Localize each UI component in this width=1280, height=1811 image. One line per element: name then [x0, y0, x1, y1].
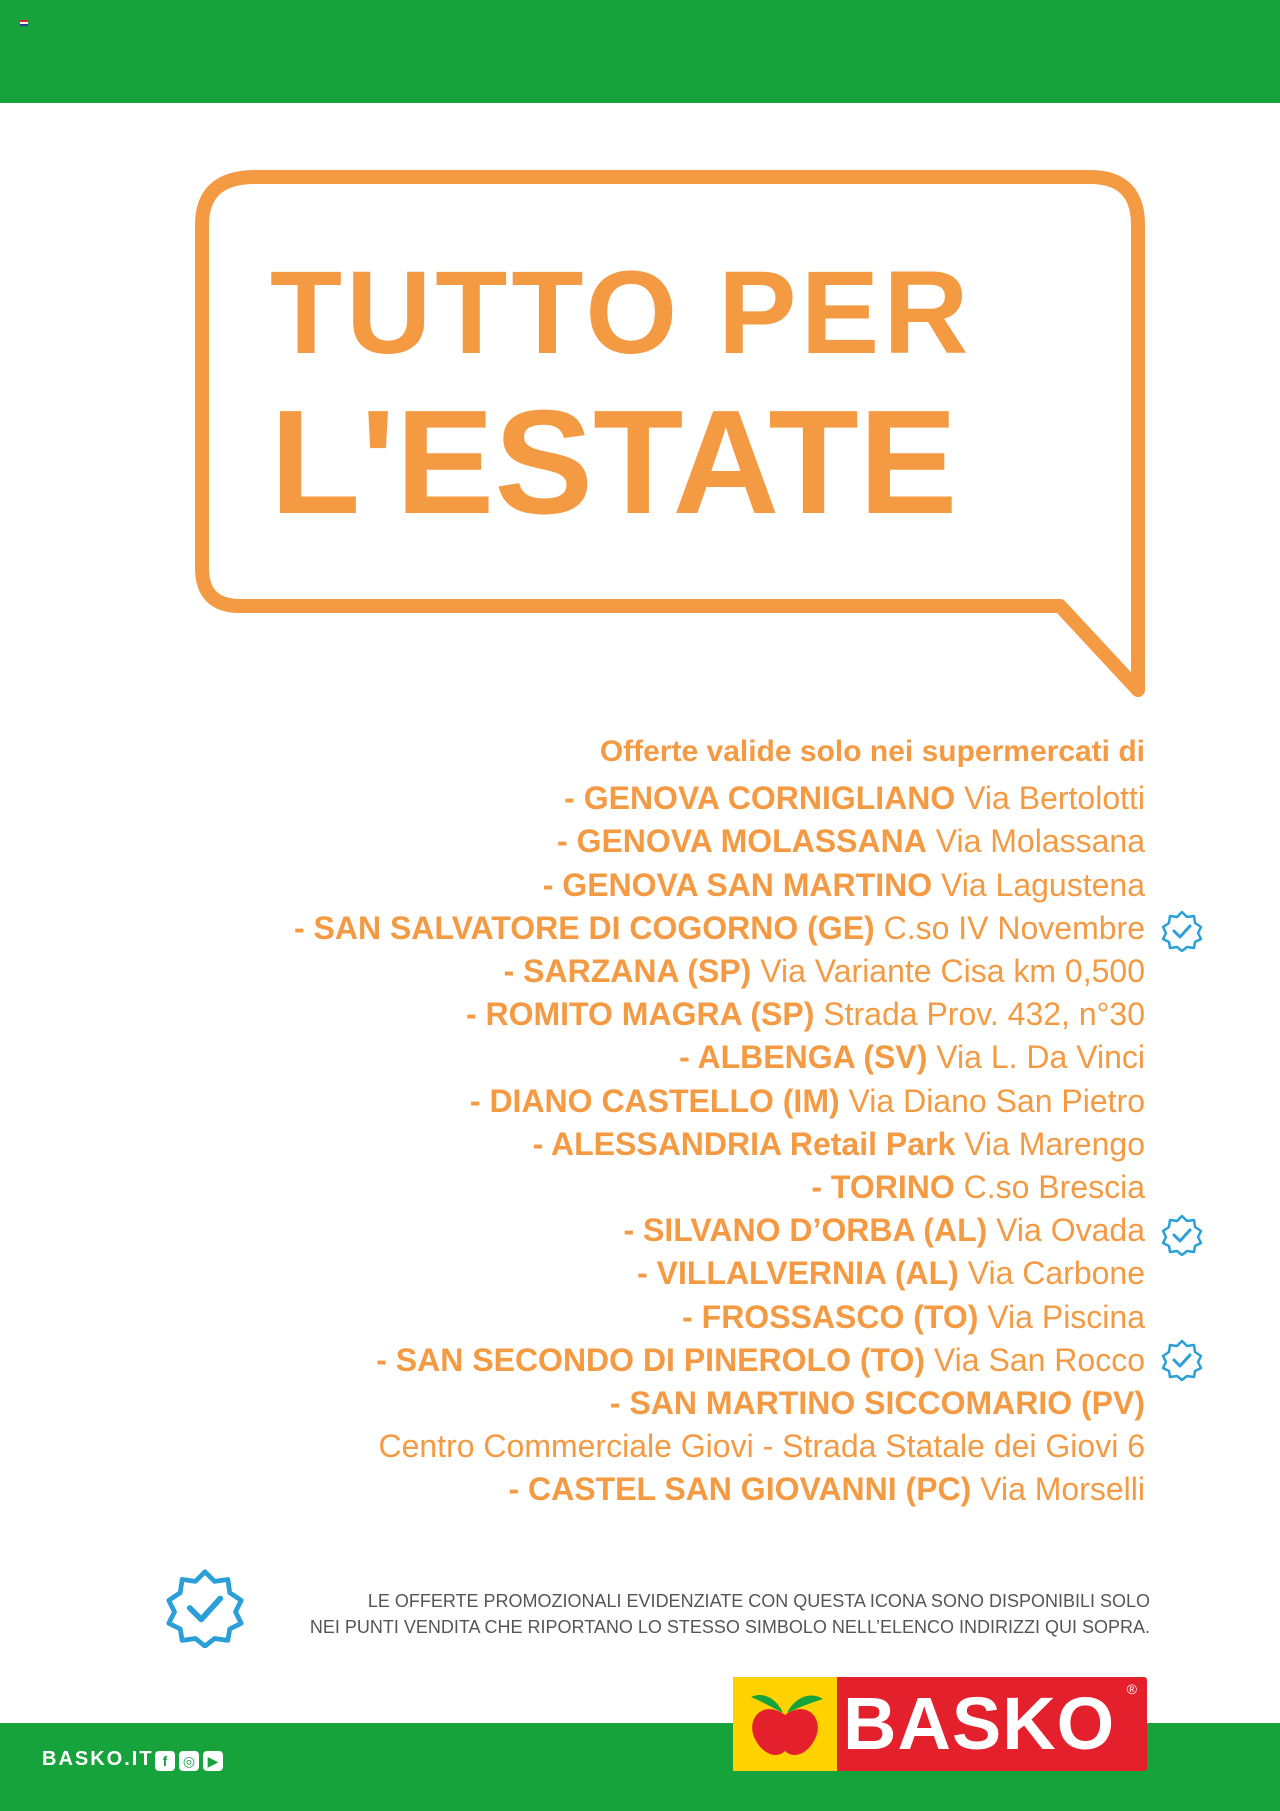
- headline-line-1: TUTTO PER: [270, 247, 973, 379]
- store-line: [145, 1296, 1145, 1339]
- store-line: [145, 1425, 1145, 1468]
- store-address: Via Marengo: [964, 1125, 1145, 1162]
- store-name: - SAN MARTINO SICCOMARIO (PV): [609, 1385, 1145, 1422]
- store-line: [145, 864, 1145, 907]
- verified-badge-icon: [1161, 1339, 1203, 1381]
- store-address: C.so Brescia: [963, 1169, 1145, 1206]
- store-line: [145, 1036, 1145, 1079]
- store-address: Via Diano San Pietro: [848, 1082, 1145, 1119]
- store-name: - TORINO: [811, 1169, 955, 1206]
- store-address: Via Lagustena: [940, 866, 1145, 903]
- store-name: - SILVANO D’ORBA (AL): [623, 1212, 988, 1249]
- store-list: [145, 730, 1145, 1512]
- store-address: Via Carbone: [967, 1255, 1145, 1292]
- store-name: - GENOVA MOLASSANA: [557, 823, 927, 860]
- verified-badge-icon: [1161, 910, 1203, 952]
- store-line: [145, 1123, 1145, 1166]
- store-line: [145, 1209, 1145, 1252]
- store-address: Strada Prov. 432, n°30: [823, 996, 1145, 1033]
- store-address: C.so IV Novembre: [883, 909, 1145, 946]
- store-name: - SAN SECONDO DI PINEROLO (TO): [376, 1341, 926, 1378]
- store-line: [145, 1339, 1145, 1382]
- logo-wordmark: BASKO: [843, 1682, 1116, 1765]
- store-line: [145, 820, 1145, 863]
- store-line: [145, 907, 1145, 950]
- store-line: [145, 1382, 1145, 1425]
- store-address: Via Ovada: [996, 1212, 1145, 1249]
- badge-notice: [160, 1568, 1150, 1658]
- verified-badge-icon: [1161, 1214, 1203, 1256]
- store-address: Centro Commerciale Giovi - Strada Statale dei Giovi 6: [378, 1428, 1145, 1465]
- store-name: - ALBENGA (SV): [679, 1039, 928, 1076]
- store-line: [145, 1252, 1145, 1295]
- store-address: Via Piscina: [987, 1298, 1145, 1335]
- youtube-icon[interactable]: ▶: [203, 1751, 223, 1771]
- store-line: [145, 950, 1145, 993]
- store-address: Via Bertolotti: [964, 780, 1145, 817]
- store-address: Via Variante Cisa km 0,500: [760, 953, 1145, 990]
- website-link[interactable]: BASKO.IT: [42, 1748, 154, 1770]
- store-name: - DIANO CASTELLO (IM): [469, 1082, 840, 1119]
- store-name: - GENOVA SAN MARTINO: [542, 866, 933, 903]
- basko-apple-icon: [733, 1677, 837, 1771]
- notice-line-1: LE OFFERTE PROMOZIONALI EVIDENZIATE CON QUESTA ICONA SONO DISPONIBILI SOLO: [367, 1591, 1150, 1611]
- store-name: - GENOVA CORNIGLIANO: [564, 780, 956, 817]
- store-line: [145, 1468, 1145, 1511]
- store-line: [145, 777, 1145, 820]
- registered-mark: ®: [1126, 1681, 1137, 1697]
- store-list-intro: Offerte valide solo nei supermercati di: [599, 735, 1145, 768]
- instagram-icon[interactable]: ◎: [179, 1751, 199, 1771]
- basko-logo: [733, 1677, 1147, 1771]
- store-name: - FROSSASCO (TO): [682, 1298, 979, 1335]
- social-links: [155, 1751, 223, 1771]
- notice-line-2: NEI PUNTI VENDITA CHE RIPORTANO LO STESSO SIMBOLO NELL’ELENCO INDIRIZZI QUI SOPRA.: [309, 1617, 1150, 1637]
- headline-line-2: L'ESTATE: [270, 380, 958, 545]
- store-name: - ROMITO MAGRA (SP): [465, 996, 815, 1033]
- store-name: - SAN SALVATORE DI COGORNO (GE): [293, 909, 875, 946]
- store-line: [145, 1166, 1145, 1209]
- store-address: Via San Rocco: [933, 1341, 1145, 1378]
- store-address: Via L. Da Vinci: [936, 1039, 1145, 1076]
- store-name: - CASTEL SAN GIOVANNI (PC): [508, 1471, 972, 1508]
- store-line: [145, 993, 1145, 1036]
- facebook-icon[interactable]: f: [155, 1751, 175, 1771]
- store-address: Via Morselli: [980, 1471, 1145, 1508]
- store-address: Via Molassana: [935, 823, 1145, 860]
- store-name: - SARZANA (SP): [503, 953, 752, 990]
- verified-badge-icon: [165, 1568, 245, 1648]
- store-name: - VILLALVERNIA (AL): [637, 1255, 959, 1292]
- store-name: - ALESSANDRIA Retail Park: [532, 1125, 956, 1162]
- store-line: [145, 1080, 1145, 1123]
